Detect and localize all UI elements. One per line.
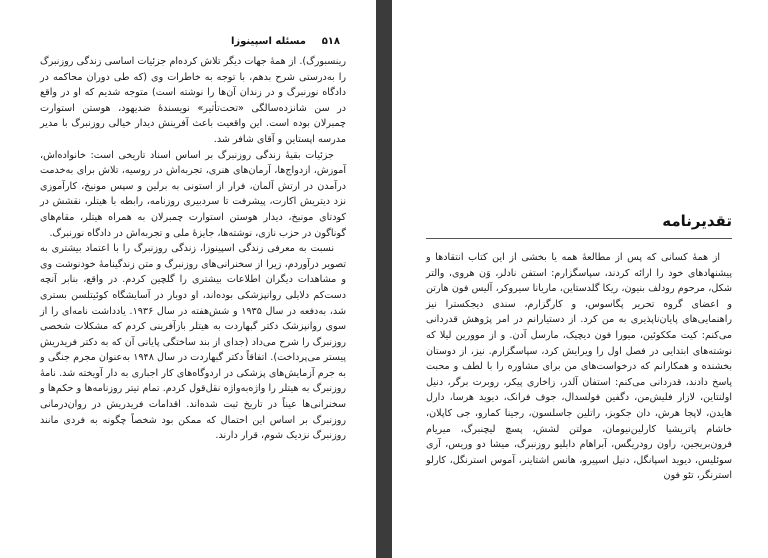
chapter-title: تقدیرنامه — [662, 212, 732, 230]
page-gutter — [376, 0, 392, 558]
paragraph: از همهٔ کسانی که پس از مطالعهٔ همه یا بخشی از این کتاب انتقادها و پیشنهادهای خود را ارائه کردند، سپاسگزارم: استفن نادلر، وَن هروی، والتر شکل، مرحوم رودلف بنیون، ریکا گلدستاین، ماریانا سیروکر، آلیس فون هارتن و اعضای گروه تحریر پگاسوس، و کارگزارم، سندی دیجکسترا نیز راهنمایی‌های پایان‌ناپذیری به من کرد. از دستیارانم در امر پژوهش قدردانی می‌کنم: کیت مککوئین، میورا فون دیچیک، مارسل آدن. و از موورین لیلا که نوشته‌های ابتدایی در فصل اول را ویرایش کرد، سپاسگزارم. نیز، از دوستان بخشنده و همکارانم که درخواست‌های من برای مشاوره را با لطف و محبت پاسخ دادند، قدردانی می‌کنم: استفان آلدر، زاخاری پیکر، روبرت برگر، دنیل اولنتاین، لازار فلیش‌من، دگفین فولسدال، جوف فرانک، دیوید هرسا، دارل هایدن، لاپجا هرش، دان جکوبز، راتلین جاسلسون، رجینا کمارو، جی کاپلان، خاشام پاتریشیا کارلین‌نیومان، مولتن لشش، پسچ لیچنبرگ، میریام فرون‌بریجین، راون رودریگس، آبراهام دابلیو روزنبرگ، میشا دو وریس، آری سوئلیس، دیوید اسپانگل، دنیل اسپیرو، هانس اشتاینر، آموس استرنگل، کارلو استرنگر، تئو فون — [426, 252, 732, 482]
page-number: ۵۱۸ — [321, 36, 340, 47]
right-page-body — [426, 250, 732, 484]
title-divider — [426, 238, 732, 239]
paragraph: جزئیات بقیهٔ زندگی روزنبرگ بر اساس اسناد تاریخی است: خانواده‌اش، آموزش، ازدواج‌ها، آرمان‌های هنری، تجربه‌اش در روسیه، تلاش برای به‌خدمت درآمدن در ارتش آلمان، فرار از استونی به برلین و سپس مونیخ، کارآموزی نزد دیتریش اکارت، پیشرفت تا سردبیری روزنامه، رابطه با هیتلر، نقشش در کودتای مونیخ، دیدار هوستن استوارت چمبرلان به همراه هیتلر، مقام‌های گوناگون در حزب نازی، نوشته‌ها، جایزهٔ ملی و تجربه‌اش در دادگاه نورنبرگ. — [40, 149, 346, 239]
paragraph: نسبت به معرفی زندگی اسپینوزا، زندگی روزنبرگ را با اعتماد بیشتری به تصویر درآوردم، زیرا از سخنرانی‌های روزنبرگ و متن زندگینامهٔ خودنوشت وی و مشاهدات دیگران اطلاعات بیشتری را گلچین کردم. در واقع، بنابر آنچه دست‌کم دلایلی روانپزشکی بوده‌اند، او دوبار در آسایشگاه کوئیتلسن بستری شد، به‌دفعه در سال ۱۹۳۵ و شش‌هفته در سال ۱۹۳۶. یادداشت نامه‌ای را از سوی روانپزشک دکتر گبهاردت به هیتلر بازآفرینی کردم که مشکلات شخصی روزنبرگ را شرح می‌داد (جدای از بند ساختگی پایانی آن که به دکتر فریدریش پیستر می‌پرداخت). اتفاقاً دکتر گبهاردت در سال ۱۹۴۸ به‌عنوان مجرم جنگی و به جرم آزمایش‌های پزشکی در اردوگاه‌های کار اجباری به دار آویخته شد. نامهٔ روزنبرگ به هیتلر را واژه‌به‌واژه نقل‌قول کردم. تمام تیتر روزنامه‌ها و حکم‌ها و سخنرانی‌ها عیناً در تاریخ ثبت شده‌اند. اقدامات فریدریش در روان‌درمانی روزنبرگ بر اساس این احتمال که ممکن بود شخصاً چگونه به فردی مانند روزنبرگ نزدیک شوم، قرار دارند. — [40, 243, 346, 442]
running-title: مسئله اسپینوزا — [230, 36, 306, 47]
left-page — [0, 0, 376, 558]
left-page-body — [40, 54, 346, 444]
page-header — [40, 36, 340, 52]
chapter-heading — [426, 210, 732, 234]
right-page — [392, 0, 768, 558]
paragraph: رینسبورگ). از همهٔ جهات دیگر تلاش کرده‌ام جزئیات اساسی زندگی روزنبرگ را به‌درستی شرح بدهم، با توجه به خاطرات وی (که طی دوران محاکمه در دادگاه نورنبرگ و در زندان آن‌ها را نوشته است) متوجه شدیم که او در واقع در سن شانزده‌سالگی «تحت‌تأثیر» نویسندهٔ ضدیهود، هوستن استوارت چمبرلان بوده است. این واقعیت باعث آفرینش دیدار خیالی روزنبرگ با مدیر مدرسه اپستاین و آقای شافر شد. — [40, 56, 346, 145]
